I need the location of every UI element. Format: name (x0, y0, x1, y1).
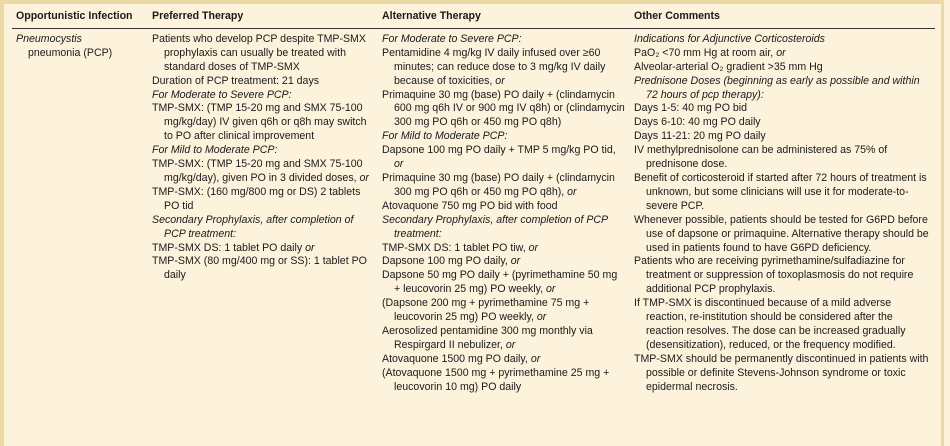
alternative-item (382, 172, 626, 200)
alternative-item (382, 367, 626, 395)
preferred-item (152, 214, 374, 242)
preferred-item (152, 242, 374, 256)
alternative-item-or: or (528, 241, 539, 254)
pcp-treatment-table (12, 10, 935, 394)
comments-item-text: IV methylprednisolone can be administered as 75% of prednisone dose. (634, 144, 888, 171)
alternative-item (382, 325, 626, 353)
alternative-item-text: Secondary Prophylaxis, after completion of PCP treatment: (382, 213, 608, 240)
comments-item-text: Prednisone Doses (beginning as early as possible and within 72 hours of pcp therapy): (634, 74, 920, 101)
alternative-item (382, 242, 626, 256)
comments-item (634, 61, 931, 75)
table-row (12, 28, 935, 394)
preferred-item-or: or (359, 171, 369, 184)
preferred-item (152, 158, 374, 186)
comments-item-text: If TMP-SMX is discontinued because of a mild adverse reaction, re-institution should be considered after the reaction resolves. The dose can be increased gradually (desensitization), reduced, or the frequency modified. (634, 297, 906, 351)
alternative-item-text: Primaquine 30 mg (base) PO daily + (clindamycin 600 mg q6h IV or 900 mg IV q8h) or (clindamycin 300 mg PO q6h or 450 mg PO q8h) (382, 88, 625, 129)
comments-item (634, 33, 931, 47)
preferred-item-text: Secondary Prophylaxis, after completion of PCP treatment: (152, 213, 354, 240)
alternative-item-text: Atovaquone 750 mg PO bid with food (382, 199, 558, 212)
preferred-item-text: TMP-SMX DS: 1 tablet PO daily (152, 241, 303, 254)
preferred-item-text: TMP-SMX: (TMP 15-20 mg and SMX 75-100 mg/kg/day), given PO in 3 divided doses, (152, 158, 363, 184)
comments-item-or: or (776, 46, 786, 59)
comments-item-text: Days 6-10: 40 mg PO daily (634, 116, 761, 129)
comments-item (634, 116, 931, 130)
header-infection: Opportunistic Infection (12, 10, 148, 28)
alternative-item (382, 269, 626, 297)
alternative-item-text: Primaquine 30 mg (base) PO daily + (clindamycin 300 mg PO q6h or 450 mg PO q8h), (382, 171, 615, 198)
preferred-item (152, 75, 374, 89)
alternative-item (382, 255, 626, 269)
alternative-item-text: (Dapsone 200 mg + pyrimethamine 75 mg + leucovorin 25 mg) PO weekly, (382, 297, 590, 324)
comments-item-text: TMP-SMX should be permanently discontinued in patients with possible or definite Stevens-Johnson syndrome or toxic epidermal necrosis. (634, 352, 929, 393)
preferred-item-text: Patients who develop PCP despite TMP-SMX prophylaxis can usually be treated with standard doses of TMP-SMX (152, 32, 366, 73)
alternative-item-text: For Moderate to Severe PCP: (382, 32, 522, 45)
comments-item-text: Benefit of corticosteroid if started after 72 hours of treatment is unknown, but some clinicians will use it for moderate-to-severe PCP. (634, 171, 927, 212)
preferred-item-text: For Mild to Moderate PCP: (152, 144, 278, 157)
comments-item-text: PaO₂ <70 mm Hg at room air, (634, 46, 774, 59)
preferred-item-or: or (305, 241, 315, 254)
alternative-item-text: (Atovaquone 1500 mg + pyrimethamine 25 mg + leucovorin 10 mg) PO daily (382, 366, 610, 393)
alternative-item-or: or (394, 158, 404, 171)
alternative-item-text: TMP-SMX DS: 1 tablet PO tiw, (382, 241, 526, 254)
comments-item-text: Indications for Adjunctive Corticosteroids (634, 32, 825, 45)
comments-item (634, 130, 931, 144)
preferred-item-text: TMP-SMX (80 mg/400 mg or SS): 1 tablet PO daily (152, 255, 367, 282)
alternative-item-text: Aerosolized pentamidine 300 mg monthly via Respirgard II nebulizer, (382, 324, 593, 351)
comments-item (634, 172, 931, 214)
alternative-item (382, 200, 626, 214)
header-row (12, 10, 935, 28)
header-alternative: Alternative Therapy (378, 10, 630, 28)
infection-name (16, 33, 144, 61)
header-preferred: Preferred Therapy (148, 10, 378, 28)
preferred-item-text: Duration of PCP treatment: 21 days (152, 74, 320, 87)
alternative-item-or: or (530, 352, 541, 365)
comments-item-text: Days 11-21: 20 mg PO daily (634, 130, 766, 143)
alternative-item (382, 353, 626, 367)
preferred-item-text: TMP-SMX: (160 mg/800 mg or DS) 2 tablets PO tid (152, 185, 361, 212)
infection-disease: pneumonia (PCP) (28, 46, 113, 59)
alternative-cell (378, 28, 630, 394)
preferred-item (152, 255, 374, 283)
alternative-item-or: or (495, 74, 505, 87)
header-comments: Other Comments (630, 10, 935, 28)
preferred-item-text: TMP-SMX: (TMP 15-20 mg and SMX 75-100 mg/kg/day) IV given q6h or q8h may switch to PO after clinical improvement (152, 102, 367, 143)
alternative-item-text: Pentamidine 4 mg/kg IV daily infused over ≥60 minutes; can reduce dose to 3 mg/kg IV daily because of toxicities, (382, 46, 606, 87)
comments-item (634, 255, 931, 297)
preferred-item-text: For Moderate to Severe PCP: (152, 88, 292, 101)
alternative-item-text: Dapsone 50 mg PO daily + (pyrimethamine 50 mg + leucovorin 25 mg) PO weekly, (382, 269, 618, 296)
alternative-item-text: Dapsone 100 mg PO daily + TMP 5 mg/kg PO tid, (382, 144, 616, 157)
comments-item (634, 75, 931, 103)
comments-item-text: Whenever possible, patients should be tested for G6PD before use of dapsone or primaquine. Alternative therapy should be used in patients found to have G6PD deficiency. (634, 213, 929, 254)
alternative-item-or: or (546, 283, 556, 296)
alternative-item (382, 33, 626, 47)
alternative-item (382, 214, 626, 242)
comments-item-text: Days 1-5: 40 mg PO bid (634, 102, 748, 115)
comments-item (634, 214, 931, 256)
preferred-item (152, 186, 374, 214)
comments-item (634, 47, 931, 61)
infection-genus: Pneumocystis (16, 32, 82, 45)
comments-item-text: Alveolar-arterial O₂ gradient >35 mm Hg (634, 60, 823, 73)
infection-cell (12, 28, 148, 394)
comments-item (634, 297, 931, 353)
preferred-item (152, 102, 374, 144)
alternative-item-or: or (505, 338, 516, 351)
alternative-item (382, 47, 626, 89)
alternative-item (382, 89, 626, 131)
alternative-item (382, 130, 626, 144)
comments-item (634, 102, 931, 116)
alternative-item (382, 144, 626, 172)
comments-item (634, 353, 931, 395)
comments-cell (630, 28, 935, 394)
alternative-item (382, 297, 626, 325)
alternative-item-or: or (536, 311, 547, 324)
alternative-item-or: or (567, 185, 577, 198)
preferred-item (152, 89, 374, 103)
alternative-item-text: Atovaquone 1500 mg PO daily, (382, 352, 528, 365)
comments-item (634, 144, 931, 172)
preferred-item (152, 144, 374, 158)
preferred-item (152, 33, 374, 75)
alternative-item-text: For Mild to Moderate PCP: (382, 130, 508, 143)
preferred-cell (148, 28, 378, 394)
alternative-item-or: or (510, 255, 521, 268)
comments-item-text: Patients who are receiving pyrimethamine/sulfadiazine for treatment or suppression of toxoplasmosis do not require additional PCP prophylaxis. (634, 255, 914, 296)
alternative-item-text: Dapsone 100 mg PO daily, (382, 255, 508, 268)
